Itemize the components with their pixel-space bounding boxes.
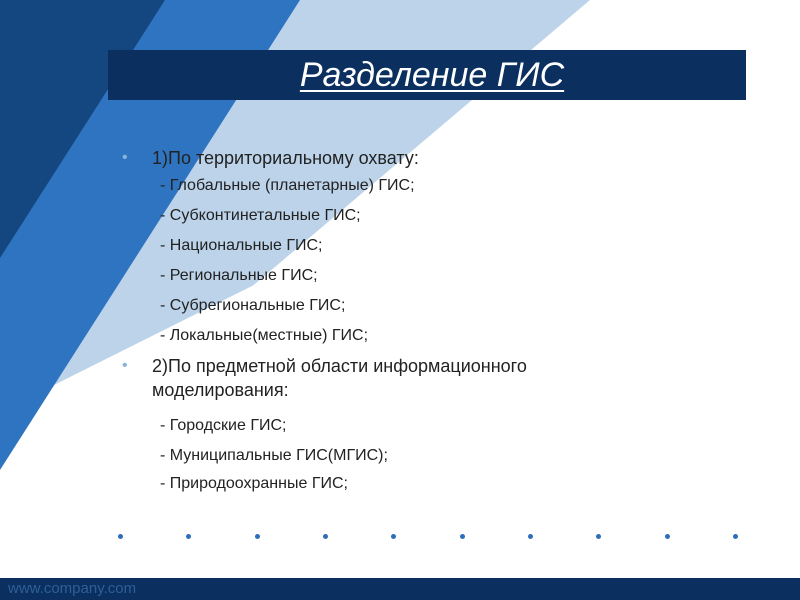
footer-url: www.company.com (8, 580, 137, 597)
section-heading (118, 146, 658, 170)
list-item: - Природоохранные ГИС; (160, 475, 348, 492)
list-item: - Субрегиональные ГИС; (160, 297, 346, 314)
bullet-icon: • (122, 149, 128, 166)
dot-icon (596, 534, 601, 539)
section-heading (118, 354, 658, 402)
list-item: - Глобальные (планетарные) ГИС; (160, 177, 415, 194)
list-item: - Локальные(местные) ГИС; (160, 327, 369, 344)
dot-icon (528, 534, 533, 539)
list-item: - Субконтинетальные ГИС; (160, 207, 361, 224)
section-heading-text: 1)По территориальному охвату: (152, 148, 419, 168)
dot-icon (460, 534, 465, 539)
section-heading-line2: моделирования: (152, 380, 289, 400)
dot-icon (323, 534, 328, 539)
dot-icon (255, 534, 260, 539)
decorative-dots (118, 534, 738, 539)
dot-icon (733, 534, 738, 539)
footer-bar (0, 578, 800, 600)
dot-icon (391, 534, 396, 539)
page-title: Разделение ГИС (299, 56, 565, 94)
dot-icon (665, 534, 670, 539)
title-bar (108, 50, 746, 100)
content-list (118, 146, 658, 494)
list-item: - Региональные ГИС; (160, 267, 318, 284)
dot-icon (118, 534, 123, 539)
dot-icon (186, 534, 191, 539)
list-item: - Муниципальные ГИС(МГИС); (160, 447, 388, 464)
section-heading-line1: 2)По предметной области информационного (152, 356, 527, 376)
bullet-icon: • (122, 357, 128, 374)
list-item: - Городские ГИС; (160, 417, 287, 434)
list-item: - Национальные ГИС; (160, 237, 323, 254)
